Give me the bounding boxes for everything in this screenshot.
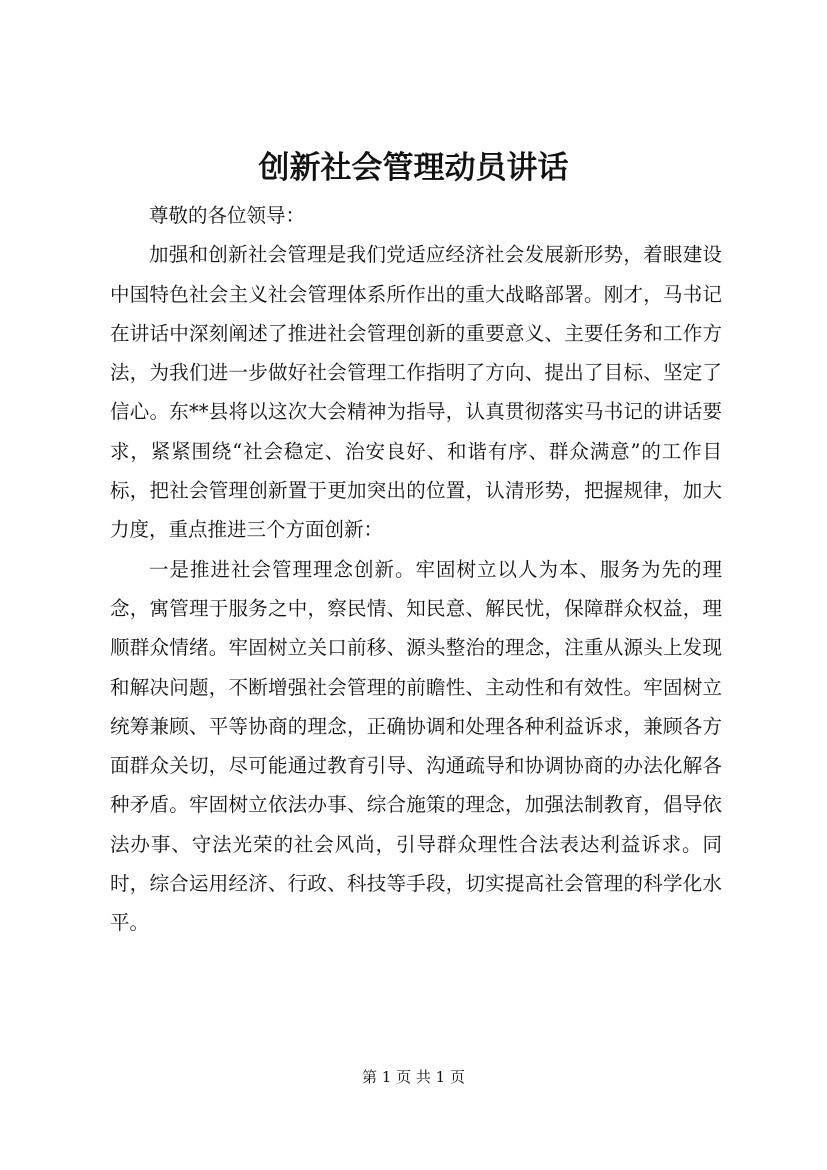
page-footer: 第 1 页 共 1 页 [362,1068,465,1086]
page-title: 创新社会管理动员讲话 [258,150,569,186]
paragraph-first-point: 一是推进社会管理理念创新。牢固树立以人为本、服务为先的理念，寓管理于服务之中，察民情、知民意、解民忧，保障群众权益，理顺群众情绪。牢固树立关口前移、源头整治的理念，注重从源头上发现和解决问题，不断增强社会管理的前瞻性、主动性和有效性。牢固树立统筹兼顾、平等协商的理念，正确协调和处理各种利益诉求，兼顾各方面群众关切，尽可能通过教育引导、沟通疏导和协调协商的办法化解各种矛盾。牢固树立依法办事、综合施策的理念，加强法制教育，倡导依法办事、守法光荣的社会风尚，引导群众理性合法表达利益诉求。同时，综合运用经济、行政、科技等手段，切实提高社会管理的科学化水平。 [110,557,722,935]
document-body [110,196,722,943]
salutation: 尊敬的各位领导： [149,204,306,227]
paragraph-intro: 加强和创新社会管理是我们党适应经济社会发展新形势，着眼建设中国特色社会主义社会管理体系所作出的重大战略部署。刚才，马书记在讲话中深刻阐述了推进社会管理创新的重要意义、主要任务和工作方法，为我们进一步做好社会管理工作指明了方向、提出了目标、坚定了信心。东**县将以这次大会精神为指导，认真贯彻落实马书记的讲话要求，紧紧围绕“社会稳定、治安良好、和谐有序、群众满意”的工作目标，把社会管理创新置于更加突出的位置，认清形势，把握规律，加大力度，重点推进三个方面创新： [110,243,722,542]
